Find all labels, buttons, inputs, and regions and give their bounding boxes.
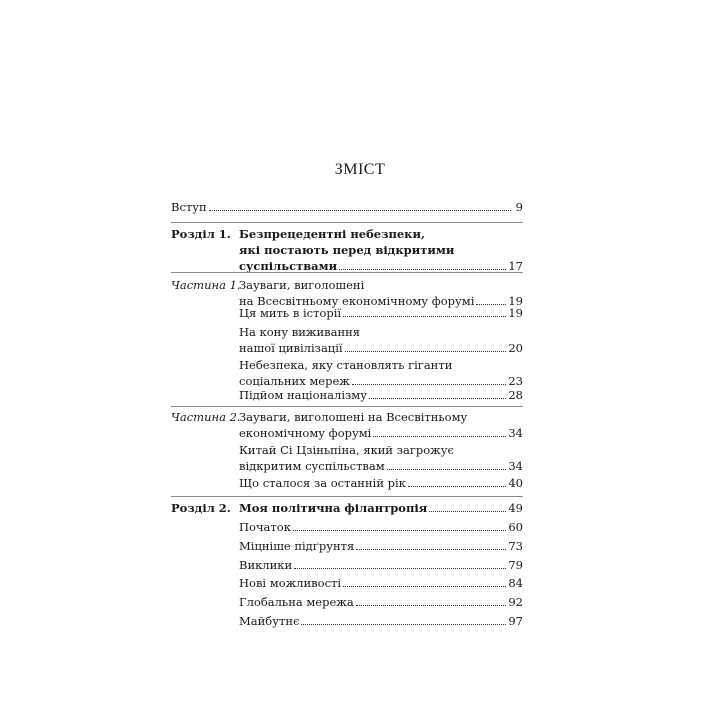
- entry-title: Вступ: [171, 200, 207, 214]
- entry-title-line: Небезпека, яку становлять гіганти: [239, 358, 453, 372]
- dot-leader: [209, 199, 511, 211]
- page-number: 9: [515, 200, 523, 214]
- part-title-line: Зауваги, виголошені: [239, 278, 365, 292]
- page-number: 20: [508, 341, 523, 355]
- section-label: Розділ 1.: [171, 227, 231, 241]
- dot-leader: [345, 340, 507, 352]
- page-number: 79: [508, 558, 523, 572]
- dot-leader: [369, 387, 506, 399]
- entry-title-line: На кону виживання: [239, 325, 361, 339]
- section-title-line: які постають перед відкритими: [239, 243, 455, 257]
- dot-leader: [293, 519, 506, 531]
- page-number: 97: [508, 614, 523, 628]
- dot-leader: [356, 594, 507, 606]
- page-number: 34: [508, 459, 523, 473]
- entry-title: Початок: [239, 520, 291, 534]
- dot-leader: [343, 575, 506, 587]
- entry-title: Майбутнє: [239, 614, 300, 628]
- dot-leader: [387, 458, 507, 470]
- page-number: 49: [508, 501, 523, 515]
- divider: [171, 222, 523, 223]
- dot-leader: [356, 538, 506, 550]
- part-title-last: економічному форумі: [239, 426, 372, 440]
- dot-leader: [294, 557, 506, 569]
- entry-title-line: Китай Сі Цзіньпіна, який загрожує: [239, 443, 454, 457]
- page-number: 28: [508, 388, 523, 402]
- page-number: 73: [508, 539, 523, 553]
- dot-leader: [339, 258, 506, 270]
- entry-title: Глобальна мережа: [239, 595, 354, 609]
- entry-title: Нові можливості: [239, 576, 342, 590]
- entry-title: нашої цивілізації: [239, 341, 343, 355]
- dot-leader: [373, 425, 506, 437]
- page-number: 23: [508, 374, 523, 388]
- part-title-last: на Всесвітньому економічному форумі: [239, 294, 475, 308]
- entry-title: соціальних мереж: [239, 374, 350, 388]
- divider: [171, 496, 523, 497]
- divider: [171, 406, 523, 407]
- entry-title: відкритим суспільствам: [239, 459, 385, 473]
- part-title-line: Зауваги, виголошені на Всесвітньому: [239, 410, 468, 424]
- dot-leader: [408, 475, 506, 487]
- entry-title: Виклики: [239, 558, 293, 572]
- section-title: Моя політична філантропія: [239, 501, 428, 515]
- entry-title: Що сталося за останній рік: [239, 476, 406, 490]
- entry-title: Підйом націоналізму: [239, 388, 367, 402]
- dot-leader: [429, 500, 506, 512]
- page-number: 40: [508, 476, 523, 490]
- dot-leader: [343, 305, 506, 317]
- section-title-line: Безпрецедентні небезпеки,: [239, 227, 426, 241]
- section-label: Розділ 2.: [171, 501, 231, 515]
- entry-title: Міцніше підґрунтя: [239, 539, 355, 553]
- dot-leader: [352, 373, 507, 385]
- page-number: 17: [508, 259, 523, 273]
- entry-title: Ця мить в історії: [239, 306, 342, 320]
- page-number: 84: [508, 576, 523, 590]
- section-title-last: суспільствами: [239, 259, 338, 273]
- page-number: 60: [508, 520, 523, 534]
- page-number: 34: [508, 426, 523, 440]
- divider: [171, 272, 523, 273]
- part-label: Частина 1.: [171, 278, 241, 292]
- dot-leader: [301, 613, 506, 625]
- toc-title: ЗМІСТ: [334, 161, 386, 178]
- page-number: 19: [508, 306, 523, 320]
- part-label: Частина 2.: [171, 410, 241, 424]
- page-number: 92: [508, 595, 523, 609]
- page-number: 19: [508, 294, 523, 308]
- dot-leader: [476, 293, 506, 305]
